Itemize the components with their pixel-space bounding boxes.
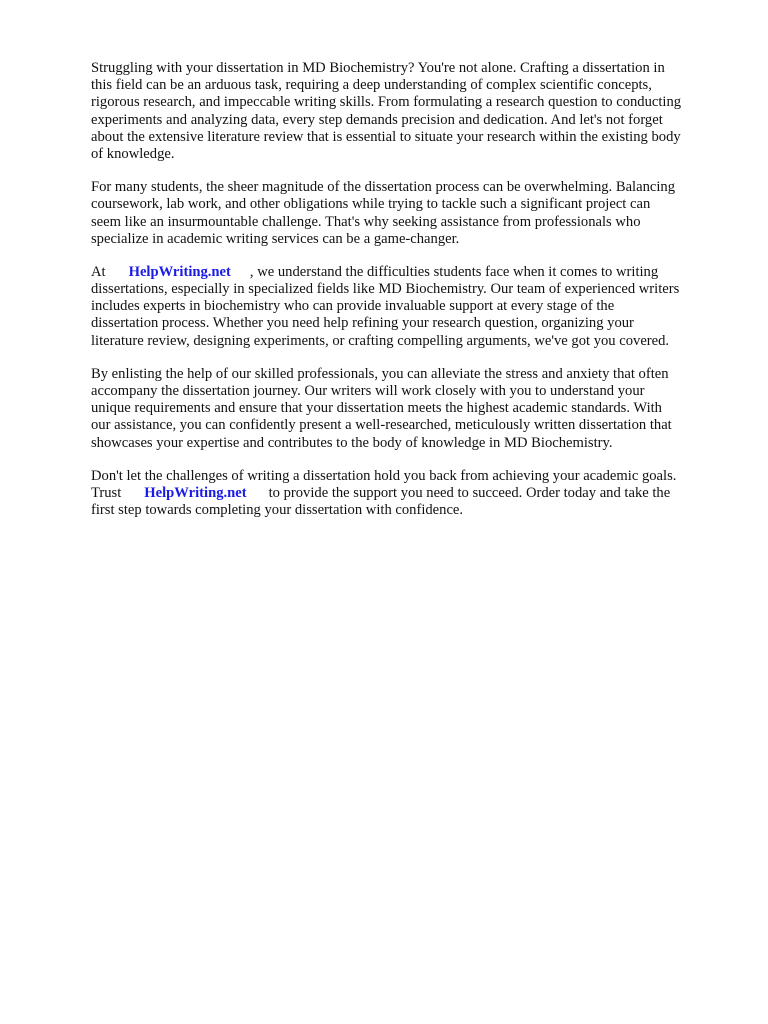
text-line: For many students, the sheer magnitude of the dissertation process can be overwhelming. Balancing xyxy=(91,179,676,196)
text-line: coursework, lab work, and other obligations while trying to tackle such a significant project can xyxy=(91,196,651,213)
text-prefix: At xyxy=(91,263,106,280)
text-suffix: , we understand the difficulties students face when it comes to writing xyxy=(249,263,659,280)
text-line: unique requirements and ensure that your dissertation meets the highest academic standards. With xyxy=(91,400,662,417)
text-line: of knowledge. xyxy=(91,145,175,162)
text-line: By enlisting the help of our skilled professionals, you can alleviate the stress and anxiety that often xyxy=(91,365,669,382)
text-suffix: to provide the support you need to succeed. Order today and take the xyxy=(268,484,671,501)
text-line: our assistance, you can confidently present a well-researched, meticulously written dissertation that xyxy=(91,417,672,434)
paragraph-service xyxy=(91,264,731,350)
helpwriting-link[interactable]: HelpWriting.net xyxy=(128,263,231,280)
text-line: dissertation process. Whether you need help refining your research question, organizing your xyxy=(91,315,634,332)
paragraph-closing xyxy=(91,468,731,520)
text-line: showcases your expertise and contributes to the body of knowledge in MD Biochemistry. xyxy=(91,434,613,451)
text-line: specialize in academic writing services can be a game-changer. xyxy=(91,230,460,247)
text-line: accompany the dissertation journey. Our writers will work closely with you to understand your xyxy=(91,383,645,399)
paragraph-benefits xyxy=(91,366,731,452)
text-prefix: Trust xyxy=(91,484,122,501)
document-body xyxy=(91,60,731,535)
text-line: about the extensive literature review that is essential to situate your research within the existing body xyxy=(91,128,681,145)
text-line: first step towards completing your dissertation with confidence. xyxy=(91,502,464,519)
text-line: literature review, designing experiments, or crafting compelling arguments, we've got you covered. xyxy=(91,332,670,349)
text-line: rigorous research, and impeccable writing skills. From formulating a research question to conducting xyxy=(91,94,682,111)
paragraph-magnitude xyxy=(91,179,731,248)
text-line: Struggling with your dissertation in MD Biochemistry? You're not alone. Crafting a dissertation in xyxy=(91,60,665,76)
text-line: Don't let the challenges of writing a dissertation hold you back from achieving your academic goals. xyxy=(91,467,677,484)
helpwriting-link[interactable]: HelpWriting.net xyxy=(144,484,247,501)
text-line: includes experts in biochemistry who can provide invaluable support at every stage of the xyxy=(91,298,615,315)
text-line: this field can be an arduous task, requiring a deep understanding of complex scientific concepts, xyxy=(91,77,652,94)
text-line-with-link xyxy=(91,264,731,281)
paragraph-intro xyxy=(91,60,731,163)
text-line: experiments and analyzing data, every step demands precision and dedication. And let's not forget xyxy=(91,111,663,128)
text-line: dissertations, especially in specialized fields like MD Biochemistry. Our team of experienced writers xyxy=(91,281,680,298)
text-line: seem like an insurmountable challenge. That's why seeking assistance from professionals who xyxy=(91,213,641,230)
text-line-with-link xyxy=(91,485,731,502)
